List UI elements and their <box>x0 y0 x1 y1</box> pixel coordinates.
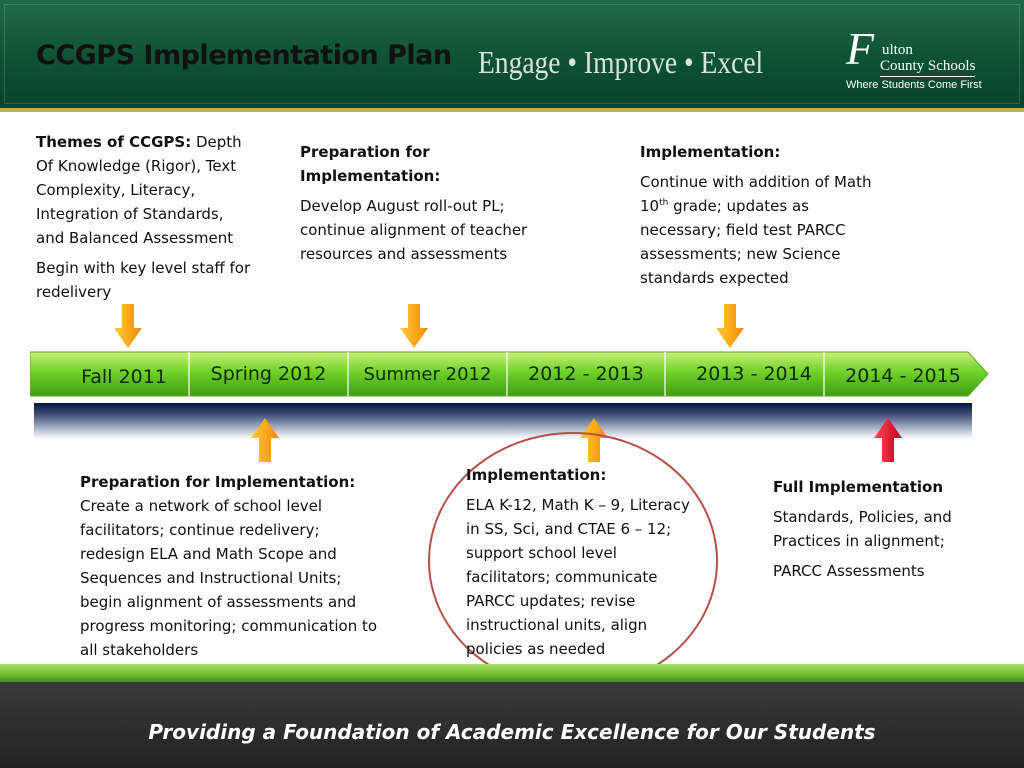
logo-line1: ulton <box>882 42 913 58</box>
timeline-segment-2012-2013: 2012 - 2013 <box>528 363 644 385</box>
timeline-segment-summer-2012: Summer 2012 <box>363 363 492 385</box>
logo-tagline: Where Students Come First <box>846 79 982 91</box>
down-arrow-icon <box>400 304 428 348</box>
footer-accent-line <box>0 664 1024 682</box>
themes-text2: Begin with key level staff for redelivery <box>36 259 251 301</box>
timeline-segment-2014-2015: 2014 - 2015 <box>845 365 961 387</box>
impl-1314-text-a: Continue with addition of Math 10 <box>640 173 872 215</box>
up-arrow-red-icon <box>874 418 902 462</box>
fulton-logo <box>846 23 986 96</box>
impl-1314-sup: th <box>659 198 669 208</box>
impl-1314-block <box>640 140 880 296</box>
prep-spring-block <box>80 470 385 662</box>
timeline-bar <box>30 346 990 402</box>
full-impl-text: Standards, Policies, and Practices in alignment; <box>773 508 952 550</box>
full-impl-heading: Full Implementation <box>773 478 944 496</box>
impl-1314-text <box>640 170 880 290</box>
down-arrow-icon <box>114 304 142 348</box>
timeline-segment-spring-2012: Spring 2012 <box>210 363 327 385</box>
impl-1213-heading: Implementation: <box>466 466 607 484</box>
prep-spring-heading: Preparation for Implementation: <box>80 473 356 491</box>
prep-summer-text: Develop August roll-out PL; continue alignment of teacher resources and assessments <box>300 197 528 263</box>
header-banner <box>0 0 1024 112</box>
impl-1314-text-b: grade; updates as necessary; field test PARCC assessments; new Science standards expected <box>640 197 846 287</box>
themes-text: Depth Of Knowledge (Rigor), Text Complexity, Literacy, Integration of Standards, and Balanced Assessment <box>36 133 242 247</box>
prep-summer-heading: Preparation for Implementation: <box>300 143 441 185</box>
impl-1213-block <box>466 463 698 667</box>
logo-letter: F <box>846 23 875 74</box>
up-arrow-icon <box>251 418 279 462</box>
header-tagline: Engage • Improve • Excel <box>478 44 764 80</box>
timeline-separator <box>664 352 666 396</box>
down-arrow-icon <box>716 304 744 348</box>
timeline-segment-fall-2011: Fall 2011 <box>81 366 167 388</box>
footer-banner <box>0 682 1024 768</box>
prep-summer-block <box>300 140 570 272</box>
prep-spring-text: Create a network of school level facilitators; continue redelivery; redesign ELA and Math Scope and Sequences and Instructional Units; begin alignment of assessments and progress monitoring; communication to all stakeholders <box>80 497 378 659</box>
themes-block <box>36 130 251 310</box>
page-title: CCGPS Implementation Plan <box>36 40 452 71</box>
themes-heading: Themes of CCGPS: <box>36 133 192 151</box>
timeline-shadow <box>34 403 972 439</box>
impl-1213-text: ELA K-12, Math K – 9, Literacy in SS, Sci, and CTAE 6 – 12; support school level facilitators; communicate PARCC updates; revise instructional units, align policies as needed <box>466 496 690 658</box>
impl-1314-heading: Implementation: <box>640 143 781 161</box>
timeline-segment-2013-2014: 2013 - 2014 <box>696 363 812 385</box>
footer-text: Providing a Foundation of Academic Excellence for Our Students <box>148 720 876 744</box>
full-impl-block <box>773 475 973 589</box>
full-impl-text2: PARCC Assessments <box>773 562 925 580</box>
logo-line2: County Schools <box>880 58 975 77</box>
